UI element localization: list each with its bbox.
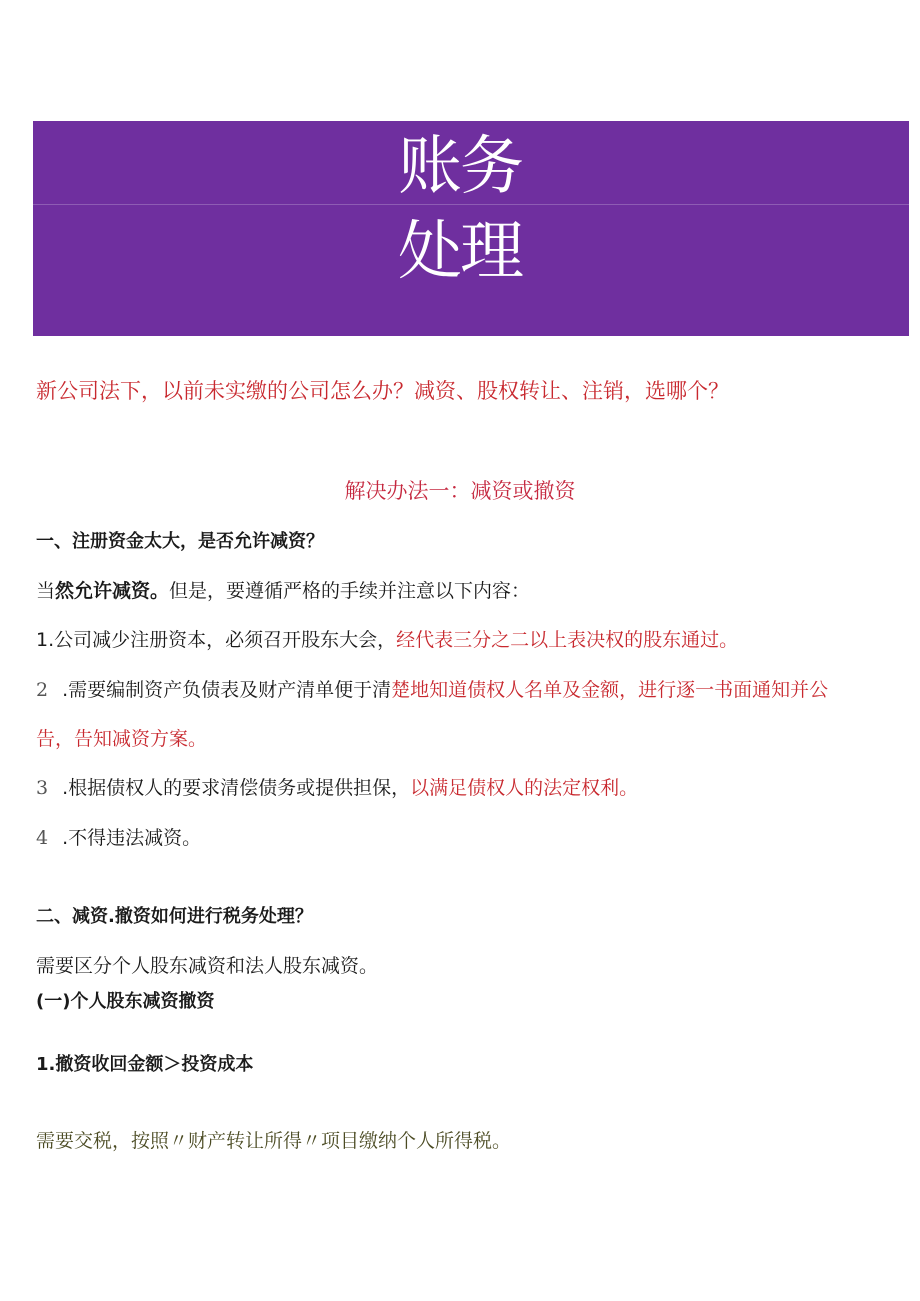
section1-heading: 一、注册资金太大，是否允许减资？: [36, 531, 324, 552]
item2-number: 2: [36, 679, 49, 701]
section1-intro: [36, 576, 530, 603]
intro-bold: 然允许减资。: [55, 580, 170, 602]
item3-text: .根据债权人的要求清偿债务或提供担保，: [62, 777, 411, 799]
item1-text: 1.公司减少注册资本，必须召开股东大会，: [36, 629, 397, 651]
case1-heading: 1.撤资收回金额＞投资成本: [36, 1054, 254, 1075]
section2-subheading: (一)个人股东减资撤资: [36, 991, 215, 1012]
intro-rest: 但是，要遵循严格的手续并注意以下内容：: [169, 580, 531, 602]
headline: 新公司法下，以前未实缴的公司怎么办？减资、股权转让、注销，选哪个？: [36, 379, 729, 403]
banner-divider: [33, 204, 909, 205]
item2-highlight: 楚地知道债权人名单及金额，进行逐一书面通知并公: [391, 679, 829, 701]
list-item-3: [36, 773, 638, 800]
item2-text: .需要编制资产负债表及财产清单便于清: [62, 679, 392, 701]
item1-highlight: 经代表三分之二以上表决权的股东通过。: [396, 629, 739, 651]
list-item-1: [36, 625, 738, 652]
section2-heading: 二、减资.撤资如何进行税务处理？: [36, 906, 313, 927]
section2-intro: 需要区分个人股东减资和法人股东减资。: [36, 955, 379, 977]
list-item-2: [36, 675, 828, 702]
list-item-4: [36, 823, 201, 850]
intro-prefix: 当: [36, 580, 56, 602]
item4-text: .不得违法减资。: [62, 827, 202, 849]
banner-title-line1: 账务: [398, 130, 522, 204]
solution-title: 解决办法一：减资或撤资: [344, 479, 576, 503]
item3-highlight: 以满足债权人的法定权利。: [410, 777, 639, 799]
banner-title-line2: 处理: [398, 215, 522, 289]
case1-text: 需要交税，按照〃财产转让所得〃项目缴纳个人所得税。: [36, 1130, 512, 1152]
list-item-2-cont: 告，告知减资方案。: [36, 728, 208, 750]
item4-number: 4: [36, 827, 49, 849]
item3-number: 3: [36, 777, 49, 799]
